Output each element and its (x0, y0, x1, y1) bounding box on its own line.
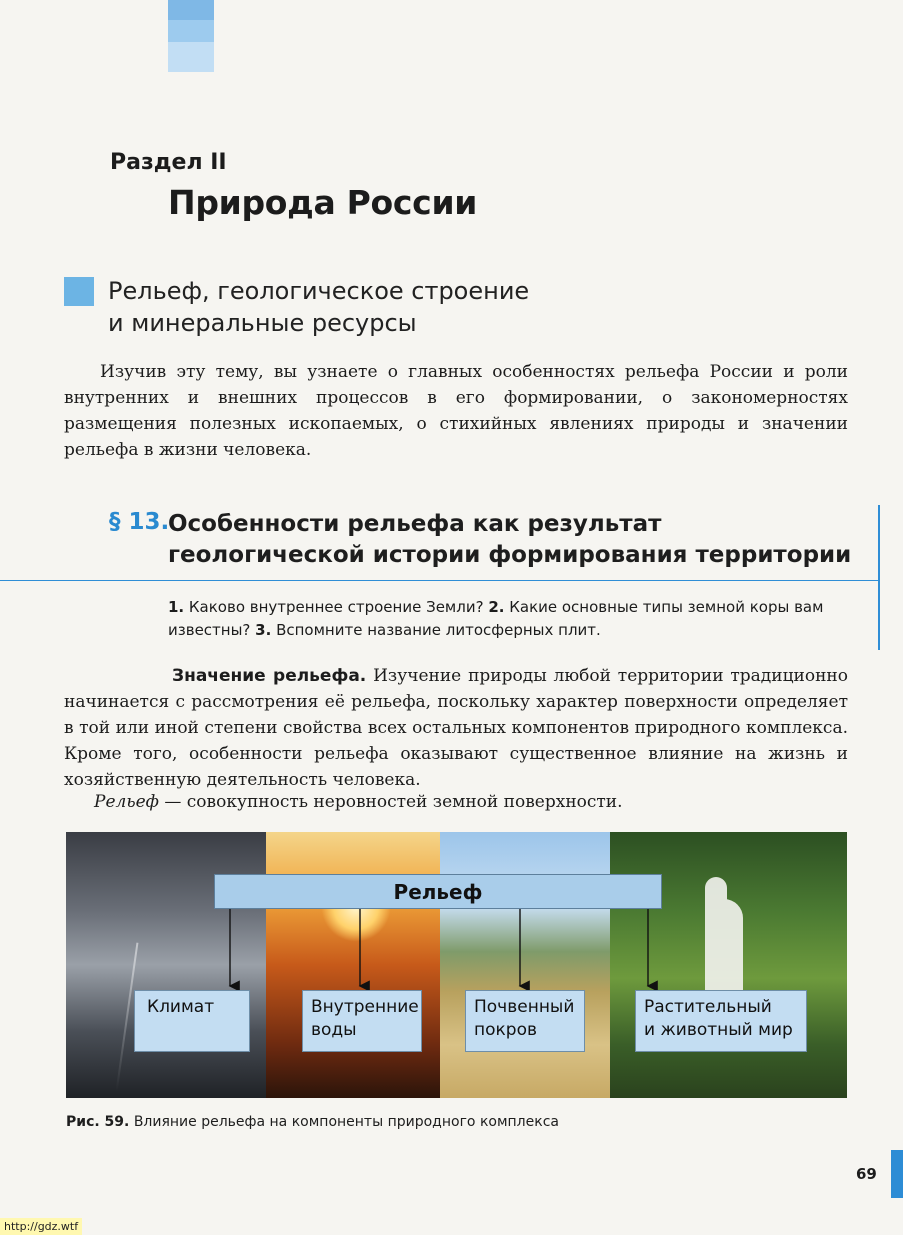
paragraph-title: Особенности рельефа как результат геологической истории формирования территории (168, 511, 852, 568)
watermark-link[interactable]: http://gdz.wtf (0, 1218, 82, 1235)
header-color-tab (168, 42, 214, 72)
component-label: покров (474, 1020, 537, 1040)
component-climate (134, 990, 250, 1052)
figure-caption (66, 1114, 559, 1130)
section-label: Раздел II (110, 150, 227, 175)
storm-photo (66, 832, 266, 1098)
divider (878, 505, 880, 650)
component-soil (465, 990, 585, 1052)
question-text: Каково внутреннее строение Земли? (184, 598, 489, 616)
field-landscape-photo (440, 832, 610, 1098)
definition (94, 789, 623, 815)
definition-text: — совокупность неровностей земной поверхности. (158, 792, 623, 812)
component-label: Почвенный (474, 997, 575, 1017)
page-number: 69 (856, 1165, 877, 1183)
topic-marker (64, 277, 94, 306)
topic-title-line: Рельеф, геологическое строение (108, 277, 530, 305)
component-label: Растительный (644, 997, 772, 1017)
topic-title (108, 275, 529, 339)
body-text (64, 663, 848, 793)
question-number: 2. (488, 598, 505, 616)
component-label: воды (311, 1020, 357, 1040)
paragraph-number: § 13. (109, 509, 170, 535)
component-label: Климат (147, 997, 215, 1017)
topic-intro: Изучив эту тему, вы узнаете о главных особенностях рельефа России и роли внутренних и внешних процессов в его формировании, о закономерностях размещения полезных ископаемых, о стихийных явлениях природы и значении рельефа в жизни человека. (64, 362, 848, 460)
relief-box: Рельеф (214, 874, 662, 909)
body-paragraph: Изучение природы любой территории традиционно начинается с рассмотрения её рельефа, поскольку характер поверхности определяет в той или иной степени свойства всех остальных компонентов природного комплекса. Кроме того, особенности рельефа оказывают существенное влияние на жизнь и хозяйственную деятельность человека. (64, 666, 848, 790)
header-color-tab (168, 20, 214, 42)
component-label: и животный мир (644, 1020, 793, 1040)
figure-photo-strip (66, 832, 847, 1098)
heron-marsh-photo (610, 832, 847, 1098)
divider (0, 580, 880, 581)
topic-title-line: и минеральные ресурсы (108, 309, 417, 337)
page-tab (891, 1150, 903, 1198)
part-title: Природа России (168, 183, 478, 222)
definition-term: Рельеф (94, 792, 159, 812)
body-lead: Значение рельефа. (172, 666, 367, 686)
question-number: 3. (255, 621, 272, 639)
caption-label: Рис. 59. (66, 1114, 130, 1130)
caption-text: Влияние рельефа на компоненты природного комплекса (129, 1114, 559, 1130)
component-label: Внутренние (311, 997, 419, 1017)
review-questions (168, 596, 848, 642)
header-color-tab (168, 0, 214, 20)
component-flora-fauna (635, 990, 807, 1052)
component-inland-waters (302, 990, 422, 1052)
sunset-water-photo (266, 832, 440, 1098)
question-text: Вспомните название литосферных плит. (271, 621, 601, 639)
question-text: Какие основные типы земной коры вам известны? (168, 598, 824, 639)
question-number: 1. (168, 598, 185, 616)
